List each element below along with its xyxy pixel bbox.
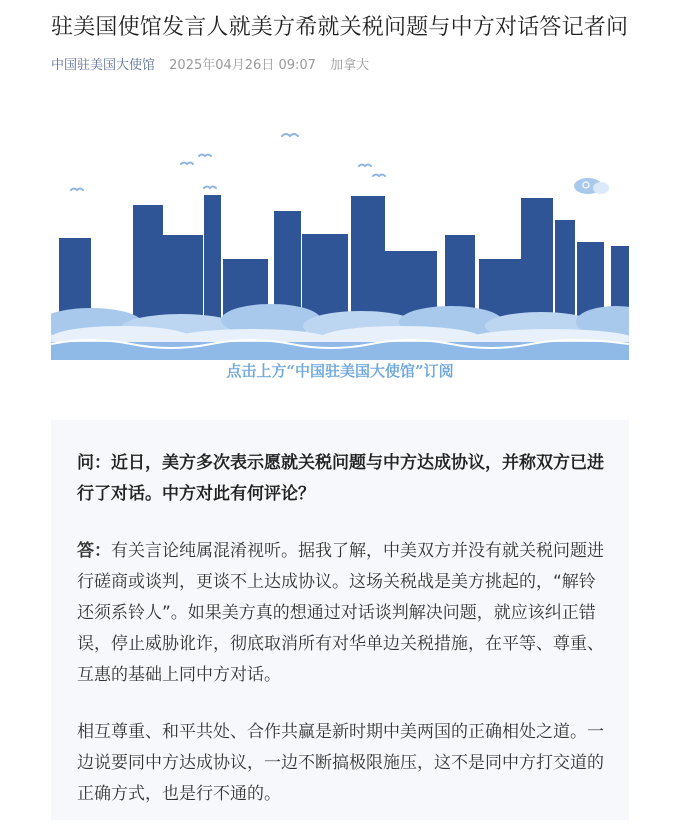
qa-content-box — [51, 420, 629, 820]
birds-decoration — [71, 134, 385, 190]
account-name-link[interactable]: 中国驻美国大使馆 — [51, 58, 156, 73]
publish-time: 2025年04月26日 09:07 — [169, 58, 316, 73]
subscribe-banner-image[interactable] — [51, 128, 629, 360]
answer-paragraph-2: 相互尊重、和平共处、合作共赢是新时期中美两国的正确相处之道。一边说要同中方达成协议，一边不断搞极限施压，这不是同中方打交道的正确方式，也是行不通的。 — [77, 722, 604, 804]
answer-text: 有关言论纯属混淆视听。据我了解，中美双方并没有就关税问题进行磋商或谈判，更谈不上达成协议。这场关税战是美方挑起的，“解铃还须系铃人”。如果美方真的想通过对话谈判解决问题，就应该纠正错误，停止威胁讹诈，彻底取消所有对华单边关税措施，在平等、尊重、互惠的基础上同中方对话。 — [77, 541, 604, 685]
article-meta — [51, 54, 369, 73]
answer-paragraph — [77, 536, 607, 691]
swirl-cloud-decoration — [574, 178, 609, 194]
answer-lead: 答： — [77, 541, 111, 561]
question-text: 近日，美方多次表示愿就关税问题与中方达成协议，并称双方已进行了对话。中方对此有何评论？ — [77, 453, 604, 504]
article-title: 驻美国使馆发言人就美方希就关税问题与中方对话答记者问 — [51, 15, 629, 40]
question-lead: 问： — [77, 453, 111, 473]
subscribe-prompt: 点击上方“中国驻美国大使馆”订阅 — [226, 362, 454, 380]
publish-location: 加拿大 — [330, 58, 370, 73]
question-paragraph — [77, 448, 607, 510]
city-skyline-illustration — [51, 128, 629, 360]
